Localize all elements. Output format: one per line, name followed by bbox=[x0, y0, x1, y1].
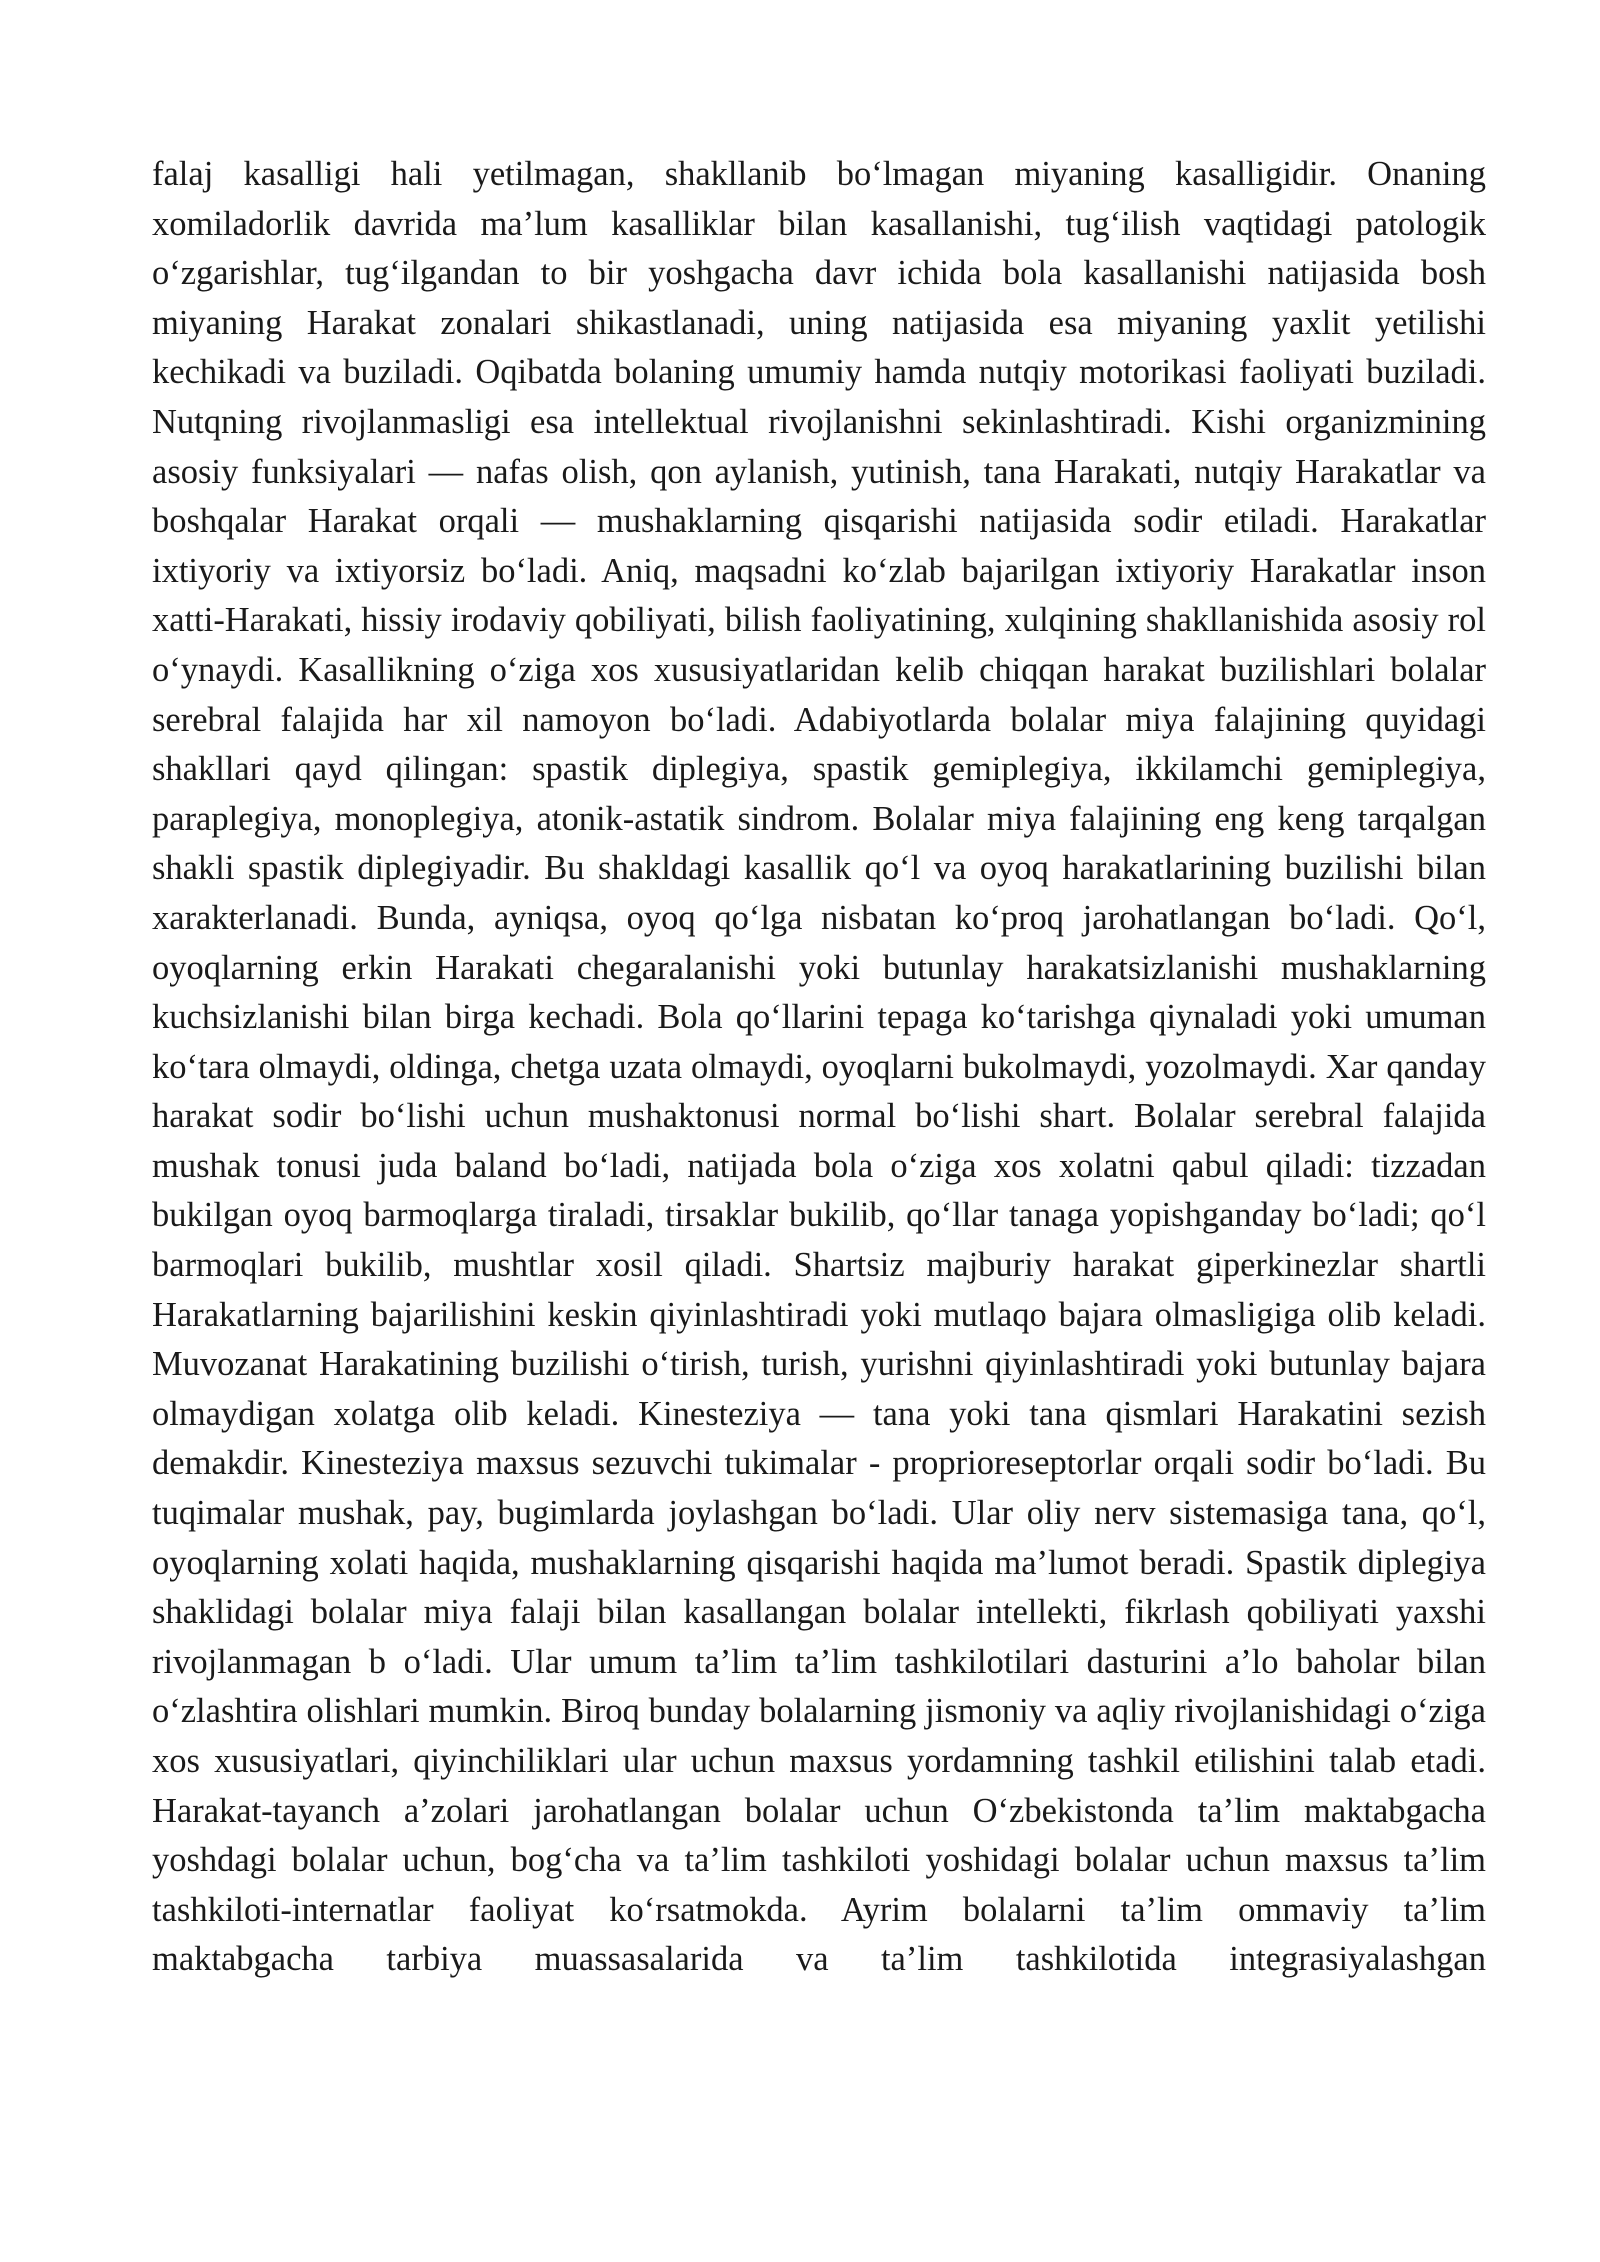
body-paragraph: falaj kasalligi hali yetilmagan, shakllanib bo‘lmagan miyaning kasalligidir. Onaning xomiladorlik davrida ma’lum kasalliklar bilan kasallanishi, tug‘ilish vaqtidagi patologik o‘zgarishlar, tug‘ilgandan to bir yoshgacha davr ichida bola kasallanishi natijasida bosh miyaning Harakat zonalari shikastlanadi, uning natijasida esa miyaning yaxlit yetilishi kechikadi va buziladi. Oqibatda bolaning umumiy hamda nutqiy motorikasi faoliyati buziladi. Nutqning rivojlanmasligi esa intellektual rivojlanishni sekinlashtiradi. Kishi organizmining asosiy funksiyalari — nafas olish, qon aylanish, yutinish, tana Harakati, nutqiy Harakatlar va boshqalar Harakat orqali — mushaklarning qisqarishi natijasida sodir etiladi. Harakatlar ixtiyoriy va ixtiyorsiz bo‘ladi. Aniq, maqsadni ko‘zlab bajarilgan ixtiyoriy Harakatlar inson xatti-Harakati, hissiy irodaviy qobiliyati, bilish faoliyatining, xulqining shakllanishida asosiy rol o‘ynaydi. Kasallikning o‘ziga xos xususiyatlaridan kelib chiqqan harakat buzilishlari bolalar serebral falajida har xil namoyon bo‘ladi. Adabiyotlarda bolalar miya falajining quyidagi shakllari qayd qilingan: spastik diplegiya, spastik gemiplegiya, ikkilamchi gemiplegiya, paraplegiya, monoplegiya, atonik-astatik sindrom. Bolalar miya falajining eng keng tarqalgan shakli spastik diplegiyadir. Bu shakldagi kasallik qo‘l va oyoq harakatlarining buzilishi bilan xarakterlanadi. Bunda, ayniqsa, oyoq qo‘lga nisbatan ko‘proq jarohatlangan bo‘ladi. Qo‘l, oyoqlarning erkin Harakati chegaralanishi yoki butunlay harakatsizlanishi mushaklarning kuchsizlanishi bilan birga kechadi. Bola qo‘llarini tepaga ko‘tarishga qiynaladi yoki umuman ko‘tara olmaydi, oldinga, chetga uzata olmaydi, oyoqlarni bukolmaydi, yozolmaydi. Xar qanday harakat sodir bo‘lishi uchun mushaktonusi normal bo‘lishi shart. Bolalar serebral falajida mushak tonusi juda baland bo‘ladi, natijada bola o‘ziga xos xolatni qabul qiladi: tizzadan bukilgan oyoq barmoqlarga tiraladi, tirsaklar bukilib, qo‘llar tanaga yopishganday bo‘ladi; qo‘l barmoqlari bukilib, mushtlar xosil qiladi. Shartsiz majburiy harakat giperkinezlar shartli Harakatlarning bajarilishini keskin qiyinlashtiradi yoki mutlaqo bajara olmasligiga olib keladi. Muvozanat Harakatining buzilishi o‘tirish, turish, yurishni qiyinlashtiradi yoki butunlay bajara olmaydigan xolatga olib keladi. Kinesteziya — tana yoki tana qismlari Harakatini sezish demakdir. Kinesteziya maxsus sezuvchi tukimalar - proprioreseptorlar orqali sodir bo‘ladi. Bu tuqimalar mushak, pay, bugimlarda joylashgan bo‘ladi. Ular oliy nerv sistemasiga tana, qo‘l, oyoqlarning xolati haqida, mushaklarning qisqarishi haqida ma’lumot beradi. Spastik diplegiya shaklidagi bolalar miya falaji bilan kasallangan bolalar intellekti, fikrlash qobiliyati yaxshi rivojlanmagan b o‘ladi. Ular umum ta’lim ta’lim tashkilotilari dasturini a’lo baholar bilan o‘zlashtira olishlari mumkin. Biroq bunday bolalarning jismoniy va aqliy rivojlanishidagi o‘ziga xos xususiyatlari, qiyinchiliklari ular uchun maxsus yordamning tashkil etilishini talab etadi. Harakat-tayanch a’zolari jarohatlangan bolalar uchun O‘zbekistonda ta’lim maktabgacha yoshdagi bolalar uchun, bog‘cha va ta’lim tashkiloti yoshidagi bolalar uchun maxsus ta’lim tashkiloti-internatlar faoliyat ko‘rsatmokda. Ayrim bolalarni ta’lim ommaviy ta’lim maktabgacha tarbiya muassasalarida va ta’lim tashkilotida integrasiyalashgan bbox=[152, 155, 1486, 1979]
